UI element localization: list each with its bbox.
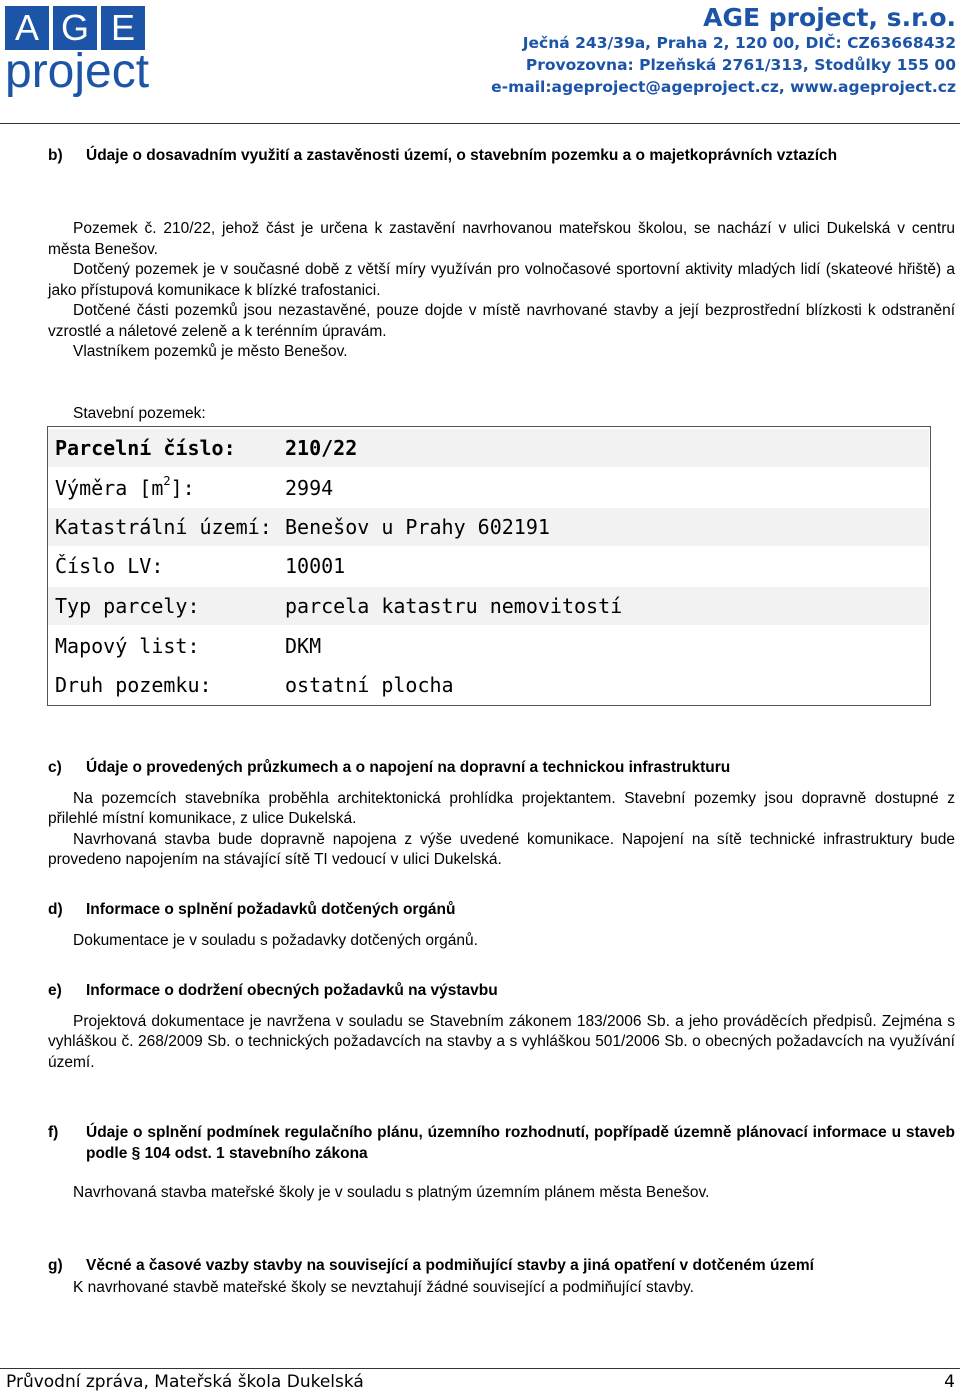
company-branch: Provozovna: Plzeňská 2761/313, Stodůlky 155 00 <box>525 56 956 74</box>
row-value: 10001 <box>285 554 346 578</box>
company-logo <box>5 6 150 98</box>
table-row <box>48 587 929 625</box>
table-row <box>48 429 929 467</box>
paragraph: K navrhované stavbě mateřské školy se nevztahují žádné související a podmiňující stavby. <box>73 1278 694 1296</box>
paragraph: Dokumentace je v souladu s požadavky dotčených orgánů. <box>73 931 478 949</box>
section-g <box>48 1256 955 1298</box>
logo-word: project <box>5 45 150 98</box>
parcel-table <box>47 426 931 706</box>
row-key: Katastrální území: <box>55 515 272 539</box>
row-key: Druh pozemku: <box>55 673 212 697</box>
company-address: Ječná 243/39a, Praha 2, 120 00, DIČ: CZ63668432 <box>522 34 956 52</box>
section-b-body <box>48 219 955 363</box>
section-letter: c) <box>48 759 62 776</box>
row-value: ostatní plocha <box>285 673 454 697</box>
section-heading <box>48 758 955 779</box>
section-heading <box>48 900 955 921</box>
row-value: DKM <box>285 634 322 658</box>
table-row <box>48 469 929 507</box>
section-title: Údaje o splnění podmínek regulačního plánu, územního rozhodnutí, popřípadě územně plánovací informace u staveb podle § 104 odst. 1 stavebního zákona <box>86 1124 955 1162</box>
page-number: 4 <box>944 1372 955 1392</box>
logo-letters <box>5 6 145 50</box>
footer-divider <box>0 1368 960 1369</box>
paragraph: Vlastníkem pozemků je město Benešov. <box>73 343 348 360</box>
logo-letter-g: G <box>53 6 97 50</box>
paragraph: Navrhovaná stavba mateřské školy je v souladu s platným územním plánem města Benešov. <box>73 1184 710 1201</box>
row-key: Mapový list: <box>55 634 200 658</box>
header-divider <box>0 123 960 124</box>
section-heading <box>48 1256 955 1277</box>
paragraph: Navrhovaná stavba bude dopravně napojena z výše uvedené komunikace. Napojení na sítě technické infrastruktury bude provedeno napojením na stávající sítě TI vedoucí v ulici Dukelská. <box>48 830 955 868</box>
table-row <box>48 508 929 546</box>
paragraph: Dotčený pozemek je v současné době z větší míry využíván pro volnočasové sportovní aktivity mladých lidí (skateové hřiště) a jako přístupová komunikace k blízké trafostanici. <box>48 261 955 299</box>
parcel-label: Stavební pozemek: <box>73 405 206 422</box>
section-heading <box>48 981 955 1002</box>
row-value: 2994 <box>285 476 334 500</box>
section-title: Údaje o provedených průzkumech a o napojení na dopravní a technickou infrastrukturu <box>86 759 731 776</box>
section-heading <box>48 146 955 167</box>
company-info <box>491 4 956 98</box>
paragraph: Projektová dokumentace je navržena v souladu se Stavebním zákonem 183/2006 Sb. a jeho prováděcích předpisů. Zejména s vyhláškou č. 268/2009 Sb. o technických požadavcích na stavby a s vyhláškou 501/2006 Sb. o obecných požadavcích na využívání území. <box>48 1012 955 1071</box>
row-key-text: ]: <box>170 476 195 500</box>
row-key-text: Výměra [m <box>55 476 164 500</box>
row-value: parcela katastru nemovitostí <box>285 594 623 618</box>
row-value: Benešov u Prahy 602191 <box>285 515 550 539</box>
section-c <box>48 758 955 871</box>
row-value: 210/22 <box>285 436 358 460</box>
row-key <box>55 476 195 500</box>
section-title: Informace o dodržení obecných požadavků na výstavbu <box>86 982 498 999</box>
row-key: Typ parcely: <box>55 594 200 618</box>
company-name: AGE project, s.r.o. <box>703 3 956 32</box>
section-letter: d) <box>48 901 63 918</box>
section-f <box>48 1123 955 1204</box>
table-row <box>48 666 929 704</box>
section-e <box>48 981 955 1073</box>
section-letter: b) <box>48 147 63 164</box>
section-title: Údaje o dosavadním využití a zastavěnosti území, o stavebním pozemku a o majetkoprávních vztazích <box>86 147 838 164</box>
table-row <box>48 547 929 585</box>
paragraph: Pozemek č. 210/22, jehož část je určena k zastavění navrhovanou mateřskou školou, se nachází v ulici Dukelská v centru města Benešov. <box>48 220 955 258</box>
footer-title: Průvodní zpráva, Mateřská škola Dukelská <box>6 1372 364 1392</box>
table-row <box>48 627 929 665</box>
row-key: Parcelní číslo: <box>55 436 236 460</box>
logo-letter-a: A <box>5 6 49 50</box>
row-key-superscript: 2 <box>163 474 171 488</box>
paragraph: Na pozemcích stavebníka proběhla architektonická prohlídka projektantem. Stavební pozemky jsou dopravně dostupné z přilehlé místní komunikace, z ulice Dukelská. <box>48 789 955 827</box>
section-b <box>48 146 955 167</box>
paragraph: Dotčené části pozemků jsou nezastavěné, pouze dojde v místě navrhované stavby a její bezprostřední blízkosti k odstranění vzrostlé a náletové zeleně a k terénním úpravám. <box>48 302 955 340</box>
section-title: Informace o splnění požadavků dotčených orgánů <box>86 901 456 918</box>
section-letter: e) <box>48 982 62 999</box>
section-heading <box>48 1123 955 1164</box>
section-title: Věcné a časové vazby stavby na související a podmiňující stavby a jiná opatření v dotčeném území <box>86 1257 814 1274</box>
section-letter: f) <box>48 1124 59 1141</box>
row-key: Číslo LV: <box>55 554 164 578</box>
section-d <box>48 900 955 951</box>
logo-letter-e: E <box>101 6 145 50</box>
company-contact: e-mail:ageproject@ageproject.cz, www.ageproject.cz <box>491 78 956 96</box>
section-letter: g) <box>48 1257 63 1274</box>
